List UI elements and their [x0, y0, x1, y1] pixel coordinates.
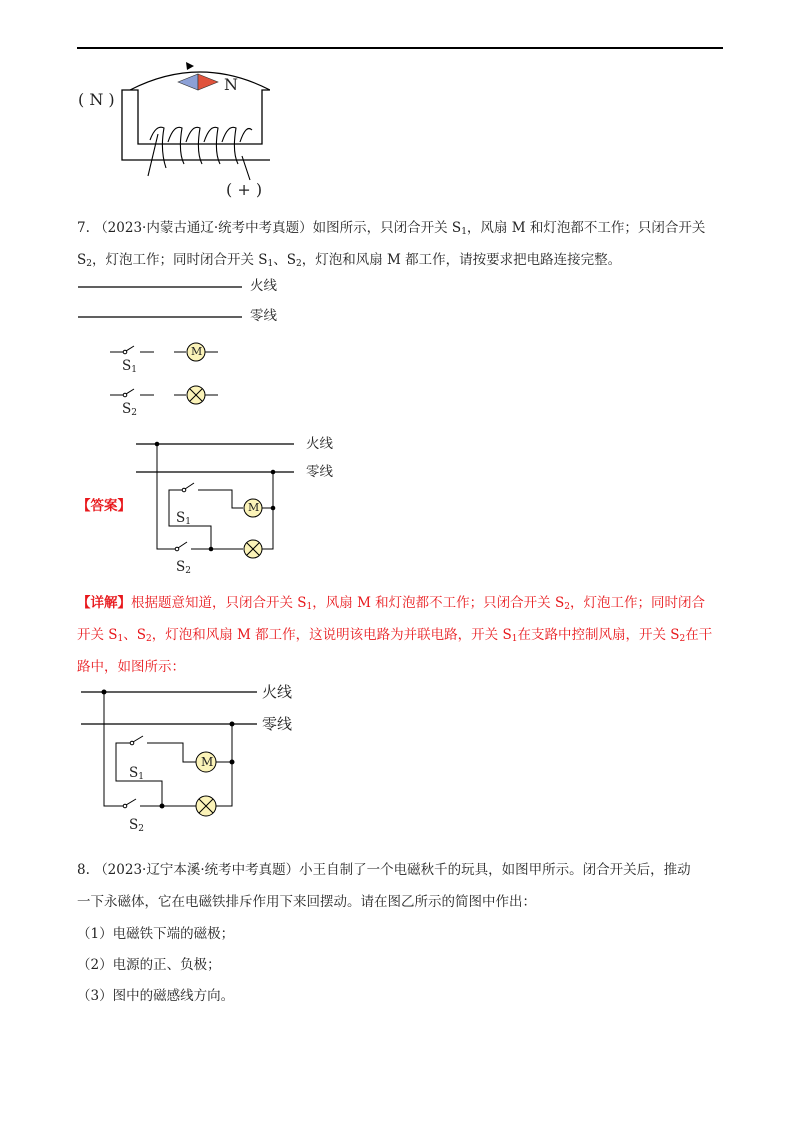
q7-live-label: 火线	[250, 278, 277, 294]
detail-neutral-label: 零线	[262, 715, 293, 733]
detail-line2: 开关 $S_1$、$S_2$，灯泡和风扇 M 都工作，这说明该电路为并联电路，开关 $S_1$在支路中控制风扇，开关 $S_2$在干	[77, 627, 713, 644]
header-rule	[77, 47, 723, 49]
terminal-label: ( + )	[226, 180, 263, 199]
q7-motor-letter: M	[191, 345, 203, 358]
detail-motor-letter: M	[201, 755, 214, 769]
answer-circuit	[130, 430, 330, 580]
detail-live-label: 火线	[262, 683, 293, 701]
left-pole-label: ( N )	[78, 90, 115, 109]
q7-s2-label: $S_2$	[122, 401, 137, 418]
needle-south	[178, 74, 198, 90]
q7-line1: 7. （2023·内蒙古通辽·统考中考真题）如图所示，只闭合开关 $S_1$，风扇 M 和灯泡都不工作；只闭合开关	[77, 220, 706, 237]
q7-line2: $S_2$，灯泡工作；同时闭合开关 $S_1$、$S_2$，灯泡和风扇 M 都工作，请按要求把电路连接完整。	[77, 252, 622, 269]
answer-label: 【答案】	[77, 498, 131, 514]
detail-circuit	[75, 680, 275, 840]
q7-neutral-label: 零线	[250, 308, 277, 324]
q8-line2: 一下永磁体，它在电磁铁排斥作用下来回摆动。请在图乙所示的简图中作出：	[77, 894, 536, 910]
q8-item-2: （2）电源的正、负极；	[77, 957, 221, 973]
answer-live-label: 火线	[306, 436, 333, 452]
q7-s1-label: $S_1$	[122, 358, 137, 375]
answer-motor-letter: M	[248, 501, 260, 514]
answer-s2-label: $S_2$	[176, 559, 191, 576]
detail-line3: 路中，如图所示：	[77, 659, 185, 675]
q8-item-3: （3）图中的磁感线方向。	[77, 988, 235, 1004]
answer-s1-label: $S_1$	[176, 510, 191, 527]
detail-s1-label: $S_1$	[129, 765, 144, 782]
detail-s2-label: $S_2$	[129, 817, 144, 834]
q7-blank-circuit	[70, 275, 310, 420]
detail-line1: 【详解】根据题意知道，只闭合开关 $S_1$，风扇 M 和灯泡都不工作；只闭合开关 $S_2$，灯泡工作；同时闭合	[77, 595, 705, 612]
q8-item-1: （1）电磁铁下端的磁极；	[77, 926, 235, 942]
q8-line1: 8. （2023·辽宁本溪·统考中考真题）小王自制了一个电磁秋千的玩具，如图甲所示。闭合开关后，推动	[77, 862, 691, 878]
needle-pole-label: N	[224, 75, 238, 94]
answer-neutral-label: 零线	[306, 464, 333, 480]
needle-north	[198, 74, 218, 90]
